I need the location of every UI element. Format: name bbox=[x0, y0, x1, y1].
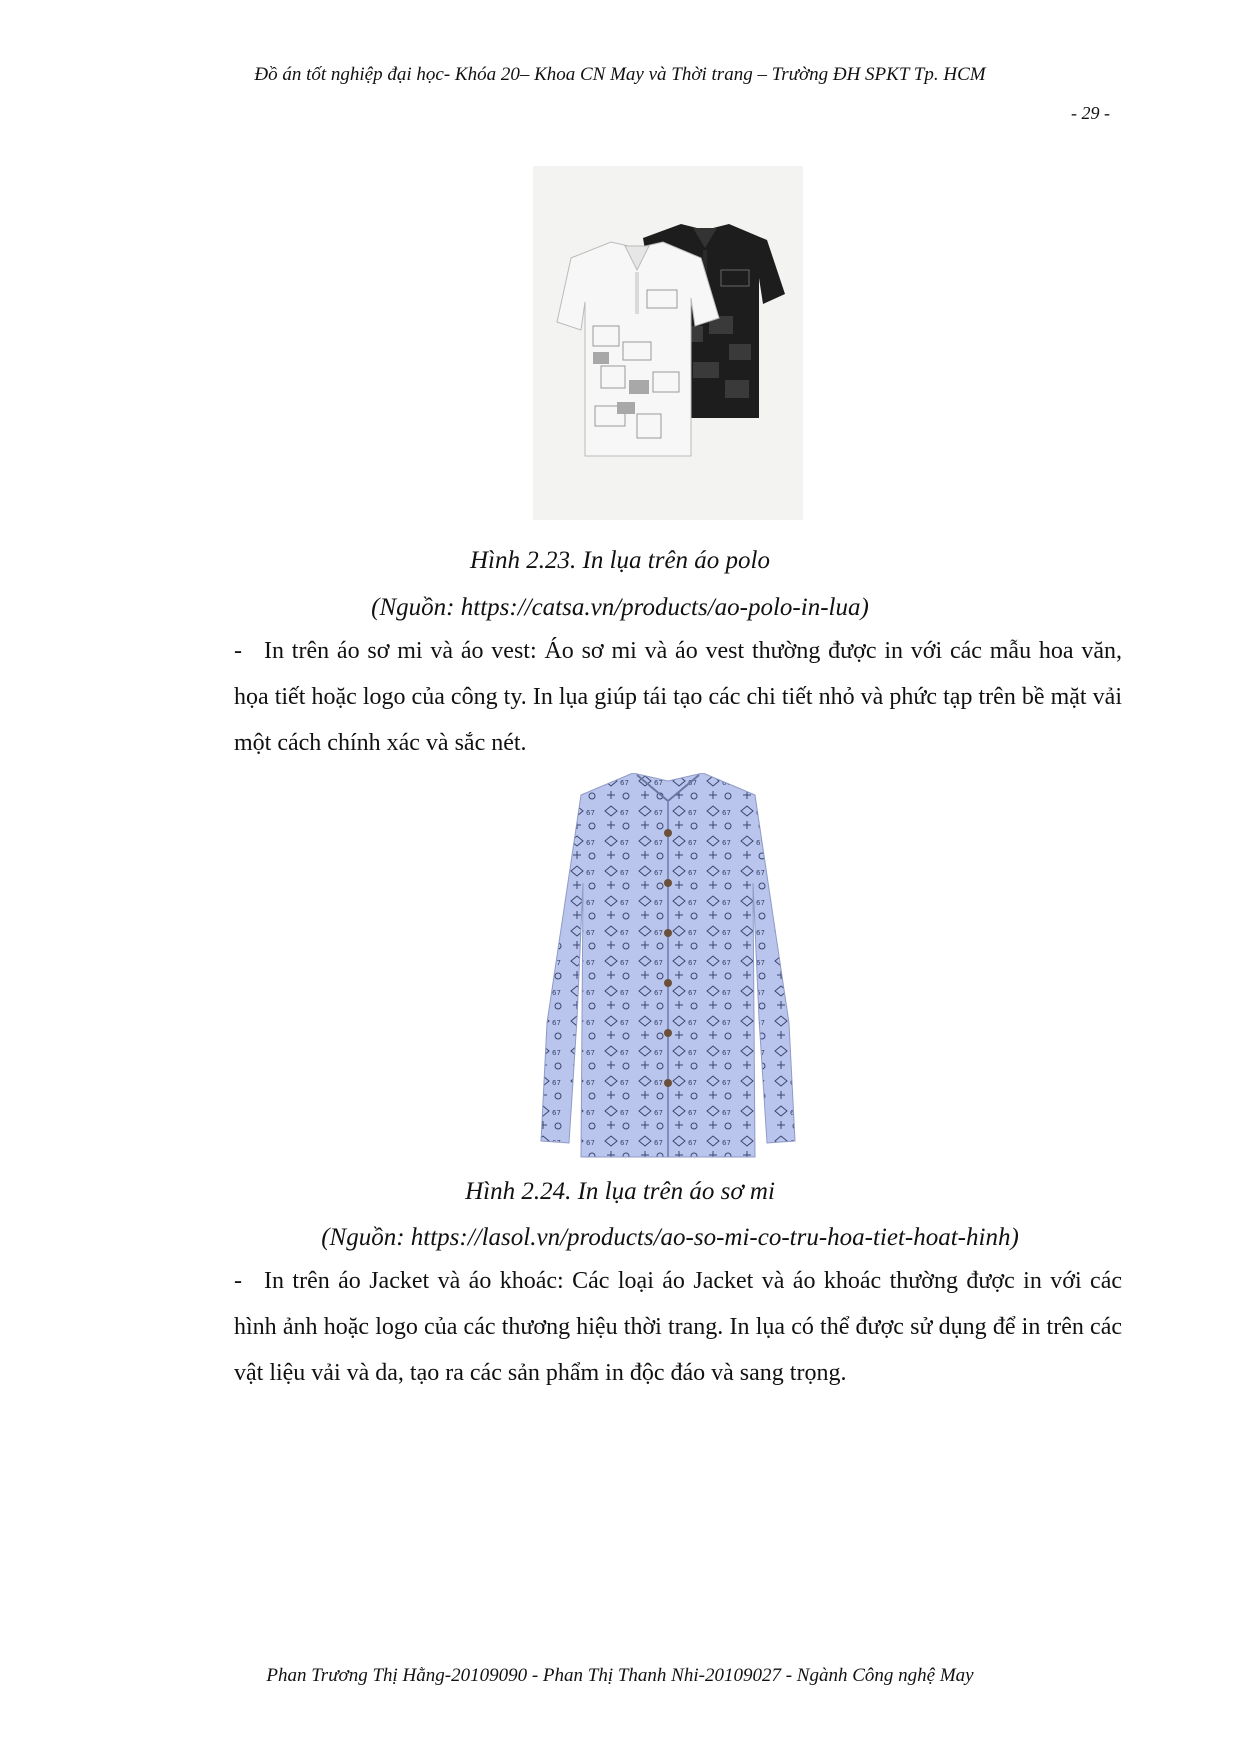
running-header: Đồ án tốt nghiệp đại học- Khóa 20– Khoa CN May và Thời trang – Trường ĐH SPKT Tp. HCM bbox=[254, 64, 986, 85]
list-bullet: - bbox=[234, 1268, 242, 1294]
paragraph-text: In trên áo sơ mi và áo vest: Áo sơ mi và áo vest thường được in với các mẫu hoa văn, họa tiết hoặc logo của công ty. In lụa giúp tái tạo các chi tiết nhỏ và phức tạp trên bề mặt vải một cách chính xác và sắc nét. bbox=[234, 638, 1122, 756]
body-paragraph bbox=[234, 628, 1122, 766]
body-paragraph bbox=[234, 1258, 1122, 1396]
page-number: - 29 - bbox=[1071, 103, 1110, 123]
figure-caption: Hình 2.24. In lụa trên áo sơ mi bbox=[465, 1178, 775, 1205]
list-bullet: - bbox=[234, 638, 242, 664]
printed-shirt-image bbox=[533, 773, 803, 1159]
figure-source: (Nguồn: https://catsa.vn/products/ao-polo-in-lua) bbox=[371, 594, 869, 621]
running-footer: Phan Trương Thị Hằng-20109090 - Phan Thị Thanh Nhi-20109027 - Ngành Công nghệ May bbox=[266, 1665, 974, 1686]
polo-shirts-image bbox=[533, 166, 803, 520]
paragraph-text: In trên áo Jacket và áo khoác: Các loại áo Jacket và áo khoác thường được in với các hình ảnh hoặc logo của các thương hiệu thời trang. In lụa có thể được sử dụng để in trên các vật liệu vải và da, tạo ra các sản phẩm in độc đáo và sang trọng. bbox=[234, 1268, 1122, 1386]
figure-caption: Hình 2.23. In lụa trên áo polo bbox=[470, 547, 770, 574]
figure-source: (Nguồn: https://lasol.vn/products/ao-so-mi-co-tru-hoa-tiet-hoat-hinh) bbox=[321, 1224, 1019, 1251]
